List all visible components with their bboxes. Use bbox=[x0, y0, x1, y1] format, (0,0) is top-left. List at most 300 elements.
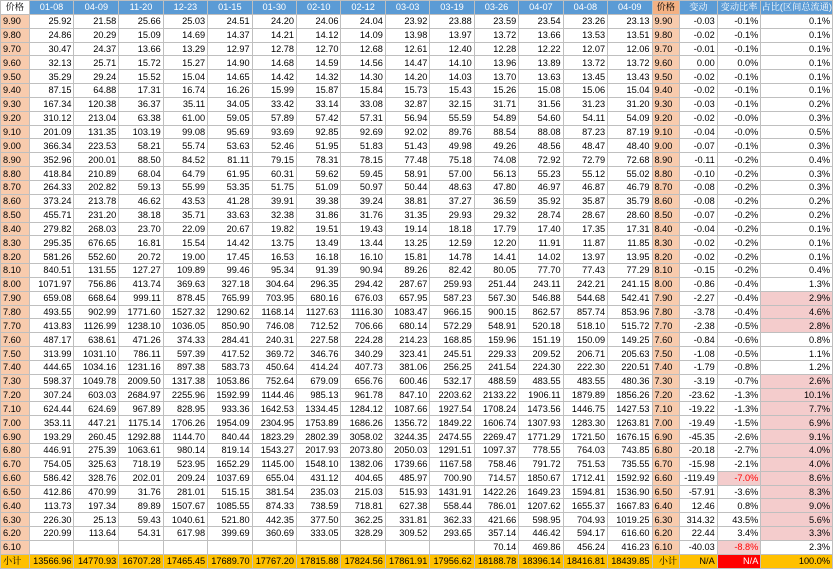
volume-cell: 168.85 bbox=[430, 333, 474, 347]
share-cell: 2.3% bbox=[761, 540, 833, 554]
volume-cell: 1144.46 bbox=[252, 388, 296, 402]
volume-cell: 1906.11 bbox=[519, 388, 563, 402]
volume-cell: 14.90 bbox=[208, 56, 252, 70]
date-header[interactable]: 12-23 bbox=[163, 1, 207, 15]
volume-cell: 758.46 bbox=[474, 457, 518, 471]
change-cell: -19.49 bbox=[680, 416, 718, 430]
volume-cell: 72.79 bbox=[563, 153, 607, 167]
volume-cell: 46.97 bbox=[519, 180, 563, 194]
volume-cell: 1708.24 bbox=[474, 402, 518, 416]
volume-cell: 13.75 bbox=[252, 236, 296, 250]
volume-cell: 14.56 bbox=[341, 56, 385, 70]
volume-cell: 13.72 bbox=[563, 56, 607, 70]
price-header[interactable]: 价格 bbox=[1, 1, 30, 15]
date-header[interactable]: 03-26 bbox=[474, 1, 518, 15]
volume-cell: 13.72 bbox=[608, 56, 652, 70]
volume-cell: 13.51 bbox=[608, 28, 652, 42]
change-ratio-cell: -0.1% bbox=[717, 97, 761, 111]
volume-cell: 323.41 bbox=[385, 347, 429, 361]
price-cell: 6.30 bbox=[1, 513, 30, 527]
volume-cell: 16.18 bbox=[297, 250, 341, 264]
volume-cell: 23.88 bbox=[430, 14, 474, 28]
total-label: 小计 bbox=[652, 554, 680, 568]
volume-cell: 418.84 bbox=[29, 167, 74, 181]
price-cell: 7.00 bbox=[1, 416, 30, 430]
volume-cell: 23.70 bbox=[119, 222, 163, 236]
volume-cell: 552.60 bbox=[74, 250, 119, 264]
table-row bbox=[1, 14, 833, 28]
share-cell: 0.5% bbox=[761, 125, 833, 139]
table-row bbox=[1, 347, 833, 361]
volume-cell: 77.48 bbox=[385, 153, 429, 167]
price-cell: 7.90 bbox=[652, 291, 680, 305]
volume-cell: 13.45 bbox=[563, 70, 607, 84]
volume-cell: 743.85 bbox=[608, 444, 652, 458]
volume-cell: 1263.81 bbox=[608, 416, 652, 430]
volume-cell: 55.23 bbox=[519, 167, 563, 181]
volume-cell: 328.29 bbox=[341, 527, 385, 541]
volume-cell: 25.66 bbox=[119, 14, 163, 28]
volume-cell: 1507.67 bbox=[163, 499, 207, 513]
volume-cell: 307.24 bbox=[29, 388, 74, 402]
volume-cell: 485.97 bbox=[385, 471, 429, 485]
table-row bbox=[1, 56, 833, 70]
total-cell: 14770.93 bbox=[74, 554, 119, 568]
change-ratio-cell: -0.4% bbox=[717, 305, 761, 319]
volume-cell: 14.37 bbox=[208, 28, 252, 42]
table-row bbox=[1, 180, 833, 194]
volume-cell: 417.52 bbox=[208, 347, 252, 361]
volume-cell: 13.25 bbox=[385, 236, 429, 250]
price-header[interactable]: 价格 bbox=[652, 1, 680, 15]
volume-cell: 583.73 bbox=[208, 360, 252, 374]
volume-cell: 49.98 bbox=[430, 139, 474, 153]
volume-cell: 786.11 bbox=[119, 347, 163, 361]
price-cell: 9.00 bbox=[652, 139, 680, 153]
volume-cell: 12.28 bbox=[474, 42, 518, 56]
share-cell: 7.7% bbox=[761, 402, 833, 416]
volume-cell: 55.99 bbox=[163, 180, 207, 194]
price-cell: 9.10 bbox=[1, 125, 30, 139]
volume-cell: 29.24 bbox=[74, 70, 119, 84]
volume-cell: 544.68 bbox=[563, 291, 607, 305]
volume-cell: 13.66 bbox=[119, 42, 163, 56]
volume-cell: 127.27 bbox=[119, 264, 163, 278]
volume-cell: 33.14 bbox=[297, 97, 341, 111]
volume-cell: 325.63 bbox=[74, 457, 119, 471]
price-cell: 7.70 bbox=[652, 319, 680, 333]
volume-cell: 19.00 bbox=[163, 250, 207, 264]
total-cell: 18439.85 bbox=[608, 554, 652, 568]
volume-cell: 35.29 bbox=[29, 70, 74, 84]
date-header[interactable]: 04-08 bbox=[563, 1, 607, 15]
date-header[interactable]: 04-07 bbox=[519, 1, 563, 15]
change-cell: -119.49 bbox=[680, 471, 718, 485]
volume-cell: 36.59 bbox=[474, 194, 518, 208]
table-row bbox=[1, 416, 833, 430]
volume-cell: 57.89 bbox=[252, 111, 296, 125]
volume-cell: 64.88 bbox=[74, 84, 119, 98]
volume-cell: 33.42 bbox=[252, 97, 296, 111]
date-header[interactable]: 04-09 bbox=[74, 1, 119, 15]
change-cell: -0.07 bbox=[680, 139, 718, 153]
volume-cell: 598.37 bbox=[29, 374, 74, 388]
table-row bbox=[1, 388, 833, 402]
change-ratio-cell: -2.6% bbox=[717, 430, 761, 444]
volume-cell: 874.33 bbox=[252, 499, 296, 513]
volume-cell: 35.92 bbox=[519, 194, 563, 208]
change-cell: -0.02 bbox=[680, 28, 718, 42]
volume-cell: 28.67 bbox=[563, 208, 607, 222]
price-cell: 9.20 bbox=[652, 111, 680, 125]
volume-cell: 598.95 bbox=[519, 513, 563, 527]
share-cell: 0.2% bbox=[761, 97, 833, 111]
volume-cell: 202.01 bbox=[119, 471, 163, 485]
price-cell: 7.80 bbox=[1, 305, 30, 319]
volume-cell: 25.92 bbox=[29, 14, 74, 28]
volume-cell: 1850.67 bbox=[519, 471, 563, 485]
date-header[interactable]: 01-08 bbox=[29, 1, 74, 15]
volume-cell: 15.54 bbox=[163, 236, 207, 250]
price-cell: 7.20 bbox=[652, 388, 680, 402]
volume-cell: 1290.62 bbox=[208, 305, 252, 319]
volume-cell: 57.31 bbox=[341, 111, 385, 125]
change-ratio-cell: -0.1% bbox=[717, 84, 761, 98]
volume-cell: 362.25 bbox=[341, 513, 385, 527]
volume-cell: 313.99 bbox=[29, 347, 74, 361]
change-ratio-cell: 3.4% bbox=[717, 527, 761, 541]
volume-cell: 786.01 bbox=[474, 499, 518, 513]
date-header[interactable]: 02-10 bbox=[297, 1, 341, 15]
volume-cell: 897.38 bbox=[163, 360, 207, 374]
date-header[interactable]: 03-19 bbox=[430, 1, 474, 15]
volume-cell: 600.46 bbox=[385, 374, 429, 388]
volume-cell: 546.88 bbox=[519, 291, 563, 305]
volume-cell: 60.31 bbox=[252, 167, 296, 181]
volume-cell: 421.66 bbox=[474, 513, 518, 527]
change-ratio-cell: -0.2% bbox=[717, 194, 761, 208]
total-cell: 17956.62 bbox=[430, 554, 474, 568]
volume-cell: 43.53 bbox=[163, 194, 207, 208]
volume-cell: 862.57 bbox=[519, 305, 563, 319]
volume-cell: 764.03 bbox=[563, 444, 607, 458]
volume-cell: 1144.70 bbox=[163, 430, 207, 444]
volume-cell: 51.83 bbox=[341, 139, 385, 153]
volume-cell: 209.24 bbox=[163, 471, 207, 485]
share-cell: 0.3% bbox=[761, 139, 833, 153]
share-cell: 0.1% bbox=[761, 236, 833, 250]
price-cell: 7.30 bbox=[1, 374, 30, 388]
volume-cell: 215.03 bbox=[341, 485, 385, 499]
volume-cell: 1652.29 bbox=[208, 457, 252, 471]
volume-cell: 2073.80 bbox=[341, 444, 385, 458]
change-cell: -3.78 bbox=[680, 305, 718, 319]
change-ratio-cell: -3.6% bbox=[717, 485, 761, 499]
volume-cell: 1040.61 bbox=[163, 513, 207, 527]
volume-cell: 19.82 bbox=[252, 222, 296, 236]
volume-cell: 521.80 bbox=[208, 513, 252, 527]
volume-cell: 442.35 bbox=[252, 513, 296, 527]
volume-cell: 99.08 bbox=[163, 125, 207, 139]
volume-cell: 72.92 bbox=[519, 153, 563, 167]
volume-cell: 13.89 bbox=[519, 56, 563, 70]
price-cell: 9.70 bbox=[652, 42, 680, 56]
volume-cell: 264.33 bbox=[29, 180, 74, 194]
price-cell: 8.80 bbox=[1, 167, 30, 181]
volume-cell: 223.53 bbox=[74, 139, 119, 153]
volume-cell bbox=[297, 540, 341, 554]
volume-cell: 515.15 bbox=[208, 485, 252, 499]
change-cell: 0.00 bbox=[680, 56, 718, 70]
volume-cell: 414.24 bbox=[297, 360, 341, 374]
volume-cell: 92.69 bbox=[341, 125, 385, 139]
volume-cell: 31.76 bbox=[119, 485, 163, 499]
volume-cell: 17.35 bbox=[563, 222, 607, 236]
volume-cell: 14.59 bbox=[297, 56, 341, 70]
volume-cell: 99.46 bbox=[208, 264, 252, 278]
volume-cell: 25.13 bbox=[74, 513, 119, 527]
total-label: 小计 bbox=[1, 554, 30, 568]
volume-cell: 456.24 bbox=[563, 540, 607, 554]
volume-cell: 93.69 bbox=[252, 125, 296, 139]
volume-cell: 15.06 bbox=[563, 84, 607, 98]
total-cell: 17767.20 bbox=[252, 554, 296, 568]
change-cell: -40.03 bbox=[680, 540, 718, 554]
change-cell: -0.04 bbox=[680, 125, 718, 139]
volume-cell: 548.91 bbox=[474, 319, 518, 333]
volume-cell: 33.63 bbox=[208, 208, 252, 222]
change-ratio-cell: -0.5% bbox=[717, 347, 761, 361]
price-cell: 7.60 bbox=[1, 333, 30, 347]
share-cell: 0.1% bbox=[761, 56, 833, 70]
volume-cell: 90.94 bbox=[341, 264, 385, 278]
volume-cell: 2474.55 bbox=[430, 430, 474, 444]
volume-cell bbox=[119, 540, 163, 554]
table-row bbox=[1, 513, 833, 527]
volume-cell: 72.68 bbox=[608, 153, 652, 167]
date-header[interactable]: 03-03 bbox=[385, 1, 429, 15]
price-cell: 9.90 bbox=[1, 14, 30, 28]
volume-cell: 243.11 bbox=[519, 277, 563, 291]
volume-cell: 14.30 bbox=[341, 70, 385, 84]
share-cell: 0.1% bbox=[761, 84, 833, 98]
volume-cell: 59.43 bbox=[119, 513, 163, 527]
volume-cell: 1594.81 bbox=[563, 485, 607, 499]
volume-cell: 19.43 bbox=[341, 222, 385, 236]
volume-cell: 24.06 bbox=[297, 14, 341, 28]
volume-cell: 1034.16 bbox=[74, 360, 119, 374]
volume-cell: 572.29 bbox=[430, 319, 474, 333]
change-ratio-cell: -0.1% bbox=[717, 28, 761, 42]
price-cell: 7.10 bbox=[1, 402, 30, 416]
table-row bbox=[1, 125, 833, 139]
volume-cell: 900.15 bbox=[474, 305, 518, 319]
share-cell: 0.3% bbox=[761, 167, 833, 181]
change-cell: -0.08 bbox=[680, 194, 718, 208]
volume-cell: 32.15 bbox=[430, 97, 474, 111]
volume-cell: 220.51 bbox=[608, 360, 652, 374]
volume-cell: 14.03 bbox=[430, 70, 474, 84]
share-cell: 4.0% bbox=[761, 444, 833, 458]
volume-cell: 404.65 bbox=[341, 471, 385, 485]
price-cell: 8.50 bbox=[652, 208, 680, 222]
volume-cell: 668.64 bbox=[74, 291, 119, 305]
volume-cell: 279.82 bbox=[29, 222, 74, 236]
volume-cell: 35.87 bbox=[563, 194, 607, 208]
change-cell: -0.07 bbox=[680, 208, 718, 222]
volume-cell: 31.23 bbox=[563, 97, 607, 111]
volume-cell: 1019.25 bbox=[608, 513, 652, 527]
volume-cell: 12.20 bbox=[474, 236, 518, 250]
volume-cell: 624.69 bbox=[74, 402, 119, 416]
volume-cell: 75.18 bbox=[430, 153, 474, 167]
volume-cell: 23.26 bbox=[563, 14, 607, 28]
volume-cell: 256.25 bbox=[430, 360, 474, 374]
volume-cell: 51.09 bbox=[297, 180, 341, 194]
table-row bbox=[1, 97, 833, 111]
change-ratio-cell: -0.2% bbox=[717, 153, 761, 167]
share-cell: 2.6% bbox=[761, 374, 833, 388]
volume-cell: 213.04 bbox=[74, 111, 119, 125]
change-cell: -2.38 bbox=[680, 319, 718, 333]
volume-cell: 21.58 bbox=[74, 14, 119, 28]
price-cell: 6.20 bbox=[652, 527, 680, 541]
price-cell: 8.30 bbox=[652, 236, 680, 250]
volume-cell: 80.05 bbox=[474, 264, 518, 278]
volume-cell: 3058.02 bbox=[341, 430, 385, 444]
table-row bbox=[1, 70, 833, 84]
volume-cell: 167.34 bbox=[29, 97, 74, 111]
volume-cell: 31.20 bbox=[608, 97, 652, 111]
volume-cell: 35.79 bbox=[608, 194, 652, 208]
volume-cell: 15.04 bbox=[163, 70, 207, 84]
date-header[interactable]: 04-09 bbox=[608, 1, 652, 15]
volume-cell: 16.10 bbox=[341, 250, 385, 264]
volume-cell: 2255.96 bbox=[163, 388, 207, 402]
date-header[interactable]: 01-30 bbox=[252, 1, 296, 15]
volume-cell: 412.86 bbox=[29, 485, 74, 499]
volume-cell: 38.81 bbox=[385, 194, 429, 208]
volume-cell: 765.99 bbox=[208, 291, 252, 305]
volume-cell bbox=[74, 540, 119, 554]
volume-cell: 89.76 bbox=[430, 125, 474, 139]
volume-cell: 15.73 bbox=[385, 84, 429, 98]
volume-cell: 1431.91 bbox=[430, 485, 474, 499]
volume-cell: 59.13 bbox=[119, 180, 163, 194]
volume-cell: 13.53 bbox=[563, 28, 607, 42]
volume-cell: 46.62 bbox=[119, 194, 163, 208]
share-cell: 0.3% bbox=[761, 111, 833, 125]
change-ratio-cell: -0.4% bbox=[717, 291, 761, 305]
volume-cell: 14.32 bbox=[297, 70, 341, 84]
volume-cell: 470.99 bbox=[74, 485, 119, 499]
volume-cell: 980.14 bbox=[163, 444, 207, 458]
volume-cell: 296.35 bbox=[297, 277, 341, 291]
volume-cell: 38.18 bbox=[119, 208, 163, 222]
volume-cell: 17.31 bbox=[119, 84, 163, 98]
table-row bbox=[1, 305, 833, 319]
volume-cell: 1036.05 bbox=[163, 319, 207, 333]
price-cell: 9.50 bbox=[1, 70, 30, 84]
stat-header[interactable]: 变动比率 bbox=[717, 1, 761, 15]
volume-cell: 1592.99 bbox=[208, 388, 252, 402]
date-header[interactable]: 02-12 bbox=[341, 1, 385, 15]
stat-header[interactable]: 占比(区间总流通) bbox=[761, 2, 832, 13]
price-cell: 6.70 bbox=[652, 457, 680, 471]
volume-cell: 966.15 bbox=[430, 305, 474, 319]
volume-cell: 518.10 bbox=[563, 319, 607, 333]
price-cell: 9.40 bbox=[1, 84, 30, 98]
volume-cell: 985.13 bbox=[297, 388, 341, 402]
volume-cell: 1649.23 bbox=[519, 485, 563, 499]
table-row bbox=[1, 277, 833, 291]
volume-cell: 13.97 bbox=[430, 28, 474, 42]
total-row bbox=[1, 554, 833, 568]
volume-cell: 617.98 bbox=[163, 527, 207, 541]
volume-cell: 657.95 bbox=[385, 291, 429, 305]
volume-cell: 13.66 bbox=[519, 28, 563, 42]
total-cell: N/A bbox=[680, 554, 718, 568]
volume-cell: 14.09 bbox=[341, 28, 385, 42]
volume-cell: 16.74 bbox=[163, 84, 207, 98]
volume-cell: 159.96 bbox=[474, 333, 518, 347]
change-cell: -15.98 bbox=[680, 457, 718, 471]
volume-cell: 268.03 bbox=[74, 222, 119, 236]
change-cell: -0.84 bbox=[680, 333, 718, 347]
volume-cell: 655.04 bbox=[252, 471, 296, 485]
volume-cell: 68.04 bbox=[119, 167, 163, 181]
date-header[interactable]: 11-20 bbox=[119, 1, 163, 15]
change-ratio-cell: -0.2% bbox=[717, 236, 761, 250]
volume-cell: 51.75 bbox=[252, 180, 296, 194]
volume-cell: 214.23 bbox=[385, 333, 429, 347]
volume-cell: 1283.30 bbox=[563, 416, 607, 430]
volume-cell: 59.62 bbox=[297, 167, 341, 181]
price-cell: 7.10 bbox=[652, 402, 680, 416]
volume-cell: 151.19 bbox=[519, 333, 563, 347]
volume-cell: 366.34 bbox=[29, 139, 74, 153]
volume-cell bbox=[385, 540, 429, 554]
volume-cell: 294.42 bbox=[341, 277, 385, 291]
volume-cell: 13.43 bbox=[608, 70, 652, 84]
price-cell: 9.30 bbox=[652, 97, 680, 111]
volume-cell: 11.85 bbox=[608, 236, 652, 250]
volume-cell: 287.67 bbox=[385, 277, 429, 291]
volume-cell: 20.29 bbox=[74, 28, 119, 42]
change-cell: 22.44 bbox=[680, 527, 718, 541]
volume-cell: 12.07 bbox=[563, 42, 607, 56]
volume-cell: 493.55 bbox=[29, 305, 74, 319]
price-cell: 8.90 bbox=[1, 153, 30, 167]
volume-cell: 2050.03 bbox=[385, 444, 429, 458]
price-cell: 6.60 bbox=[652, 471, 680, 485]
volume-cell: 362.33 bbox=[430, 513, 474, 527]
volume-cell: 2802.39 bbox=[297, 430, 341, 444]
volume-cell: 850.90 bbox=[208, 319, 252, 333]
price-cell: 9.60 bbox=[652, 56, 680, 70]
share-cell: 2.9% bbox=[761, 291, 833, 305]
volume-cell: 967.89 bbox=[119, 402, 163, 416]
stat-header[interactable]: 变动 bbox=[680, 1, 718, 15]
volume-cell: 89.26 bbox=[385, 264, 429, 278]
volume-cell: 131.35 bbox=[74, 125, 119, 139]
volume-cell: 2269.47 bbox=[474, 430, 518, 444]
volume-cell: 14.68 bbox=[252, 56, 296, 70]
volume-cell: 1356.72 bbox=[385, 416, 429, 430]
share-cell: 2.8% bbox=[761, 319, 833, 333]
date-header[interactable]: 01-15 bbox=[208, 1, 252, 15]
volume-cell: 13.72 bbox=[474, 28, 518, 42]
